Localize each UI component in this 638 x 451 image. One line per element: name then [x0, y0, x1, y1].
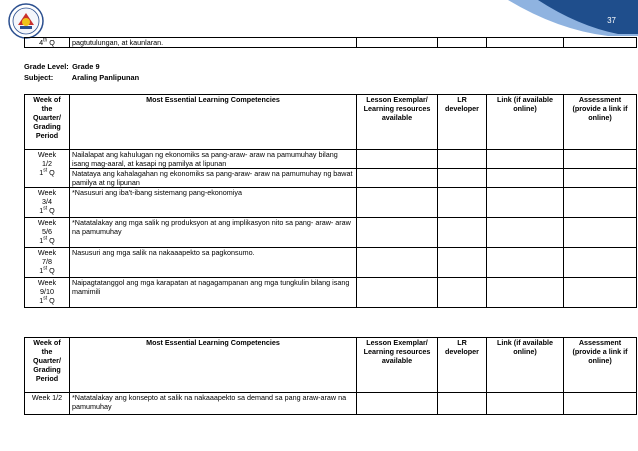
deped-seal-logo [8, 3, 44, 39]
grade-level-value: Grade 9 [72, 62, 100, 71]
header-week: Week of the Quarter/ Grading Period [25, 95, 70, 150]
header-lr: LR developer [438, 338, 487, 393]
competency-cell: Natataya ang kahalagahan ng ekonomiks sa pang-araw- araw na pamumuhay ng bawat pamilya at ng lipunan [70, 169, 357, 188]
header-swoosh-decoration [498, 0, 638, 36]
week-cell: Week 7/8 1st Q [25, 248, 70, 278]
header-lesson: Lesson Exemplar/ Learning resources available [357, 95, 438, 150]
competency-cell: pagtutulungan, at kaunlaran. [70, 38, 357, 48]
table-row [25, 218, 637, 248]
carryover-table [24, 37, 637, 48]
week-cell: Week 9/10 1st Q [25, 278, 70, 308]
page-number: 37 [607, 16, 616, 25]
competency-cell: *Nasusuri ang iba't-ibang sistemang pang-ekonomiya [70, 188, 357, 218]
table-row [25, 150, 637, 169]
header-link: Link (if available online) [487, 338, 564, 393]
table-row [25, 188, 637, 218]
lesson-cell [357, 38, 438, 48]
header-assessment: Assessment (provide a link if online) [564, 338, 637, 393]
table-row [25, 38, 637, 48]
table-row [25, 248, 637, 278]
header-lr: LR developer [438, 95, 487, 150]
grade-level-line [24, 62, 100, 71]
table-row [25, 393, 637, 415]
grade-level-label: Grade Level: [24, 62, 69, 71]
competency-cell: Nailalapat ang kahulugan ng ekonomiks sa pang-araw- araw na pamumuhay bilang isang mag-aaral, at kasapi ng pamilya at lipunan [70, 150, 357, 169]
week-cell: Week 5/6 1st Q [25, 218, 70, 248]
header-assessment: Assessment (provide a link if online) [564, 95, 637, 150]
header-competencies: Most Essential Learning Competencies [70, 95, 357, 150]
subject-label: Subject: [24, 73, 54, 82]
link-cell [487, 38, 564, 48]
header-row [25, 95, 637, 150]
assessment-cell [564, 38, 637, 48]
competencies-table-second [24, 337, 637, 415]
subject-value: Araling Panlipunan [71, 73, 140, 82]
header-row [25, 338, 637, 393]
header-lesson: Lesson Exemplar/ Learning resources available [357, 338, 438, 393]
week-cell: Week 1/2 [25, 393, 70, 415]
competency-cell: Naipagtatanggol ang mga karapatan at nagagampanan ang mga tungkulin bilang isang mamimili [70, 278, 357, 308]
competency-cell: Nasusuri ang mga salik na nakaaapekto sa pagkonsumo. [70, 248, 357, 278]
week-cell: 4th Q [25, 38, 70, 48]
week-cell: Week 3/4 1st Q [25, 188, 70, 218]
header-competencies: Most Essential Learning Competencies [70, 338, 357, 393]
subject-line [24, 73, 139, 82]
competencies-table [24, 94, 637, 308]
table-row [25, 169, 637, 188]
competency-cell: *Natatalakay ang konsepto at salik na nakaaapekto sa demand sa pang araw-araw na pamumuhay [70, 393, 357, 415]
header-link: Link (if available online) [487, 95, 564, 150]
competency-cell: *Natatalakay ang mga salik ng produksyon at ang implikasyon nito sa pang- araw- araw na pamumuhay [70, 218, 357, 248]
header-week: Week of the Quarter/ Grading Period [25, 338, 70, 393]
week-cell: Week 1/2 1st Q [25, 150, 70, 188]
lr-cell [438, 38, 487, 48]
table-row [25, 278, 637, 308]
